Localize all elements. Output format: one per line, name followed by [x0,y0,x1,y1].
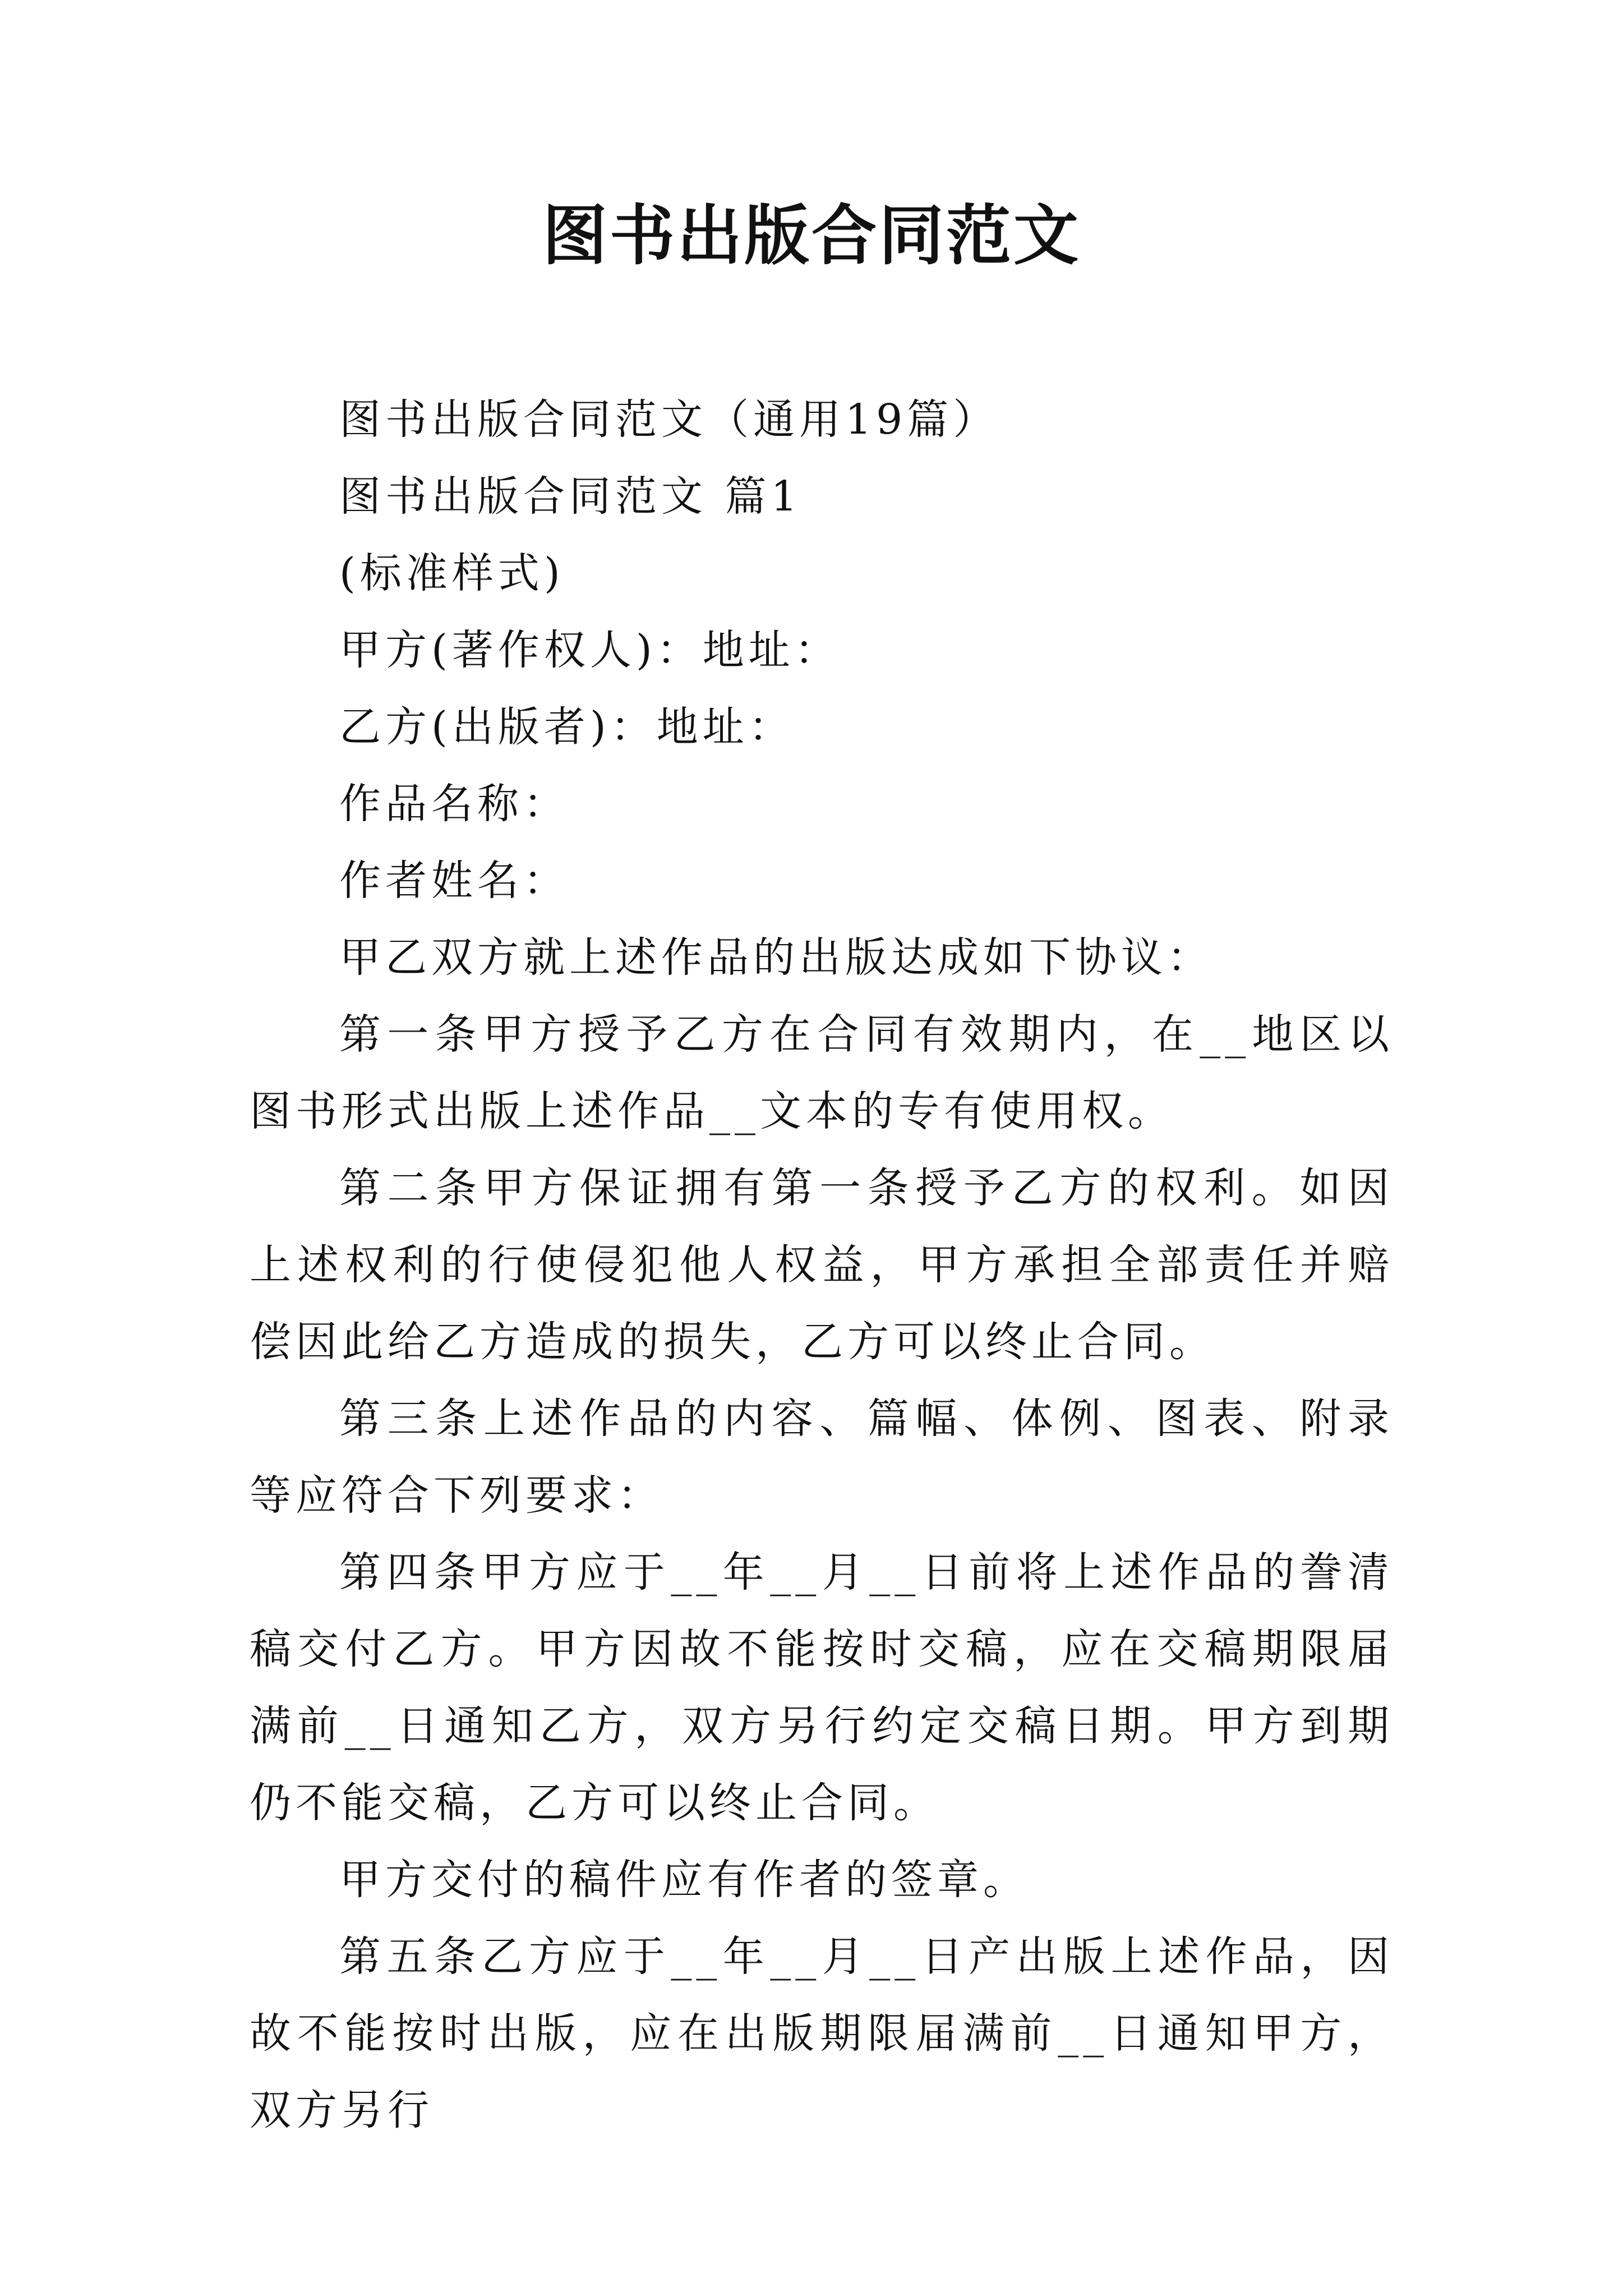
paragraph: 作者姓名： [339,857,569,905]
paragraph: 第二条甲方保证拥有第一条授予乙方的权利。如因上述权利的行使侵犯他人权益，甲方承担全部责任并赔偿因此给乙方造成的损失，乙方可以终止合同。 [250,1164,1394,1366]
paragraph: 第四条甲方应于__年__月__日前将上述作品的誊清稿交付乙方。甲方因故不能按时交稿，应在交稿期限届满前__日通知乙方，双方另行约定交稿日期。甲方到期仍不能交稿，乙方可以终止合同。 [250,1548,1394,1827]
paragraph: 甲方交付的稿件应有作者的签章。 [339,1856,1029,1904]
paragraph: 第三条上述作品的内容、篇幅、体例、图表、附录等应符合下列要求： [250,1395,1394,1520]
paragraph: 第一条甲方授予乙方在合同有效期内，在__地区以图书形式出版上述作品__文本的专有使用权。 [250,1010,1394,1135]
paragraph: (标准样式) [339,549,565,597]
paragraph: 第五条乙方应于__年__月__日产出版上述作品，因故不能按时出版，应在出版期限届满前__日通知甲方，双方另行 [250,1932,1394,2134]
document-title: 图书出版合同范文 [542,197,1081,274]
paragraph: 图书出版合同范文（通用19篇） [339,395,999,444]
paragraph: 作品名称： [339,780,569,828]
document-body [250,381,1394,2149]
paragraph: 图书出版合同范文 篇1 [339,472,802,521]
paragraph: 乙方(出版者)：地址： [339,703,795,751]
paragraph: 甲乙双方就上述作品的出版达成如下协议： [339,933,1213,982]
paragraph: 甲方(著作权人)：地址： [339,626,841,674]
